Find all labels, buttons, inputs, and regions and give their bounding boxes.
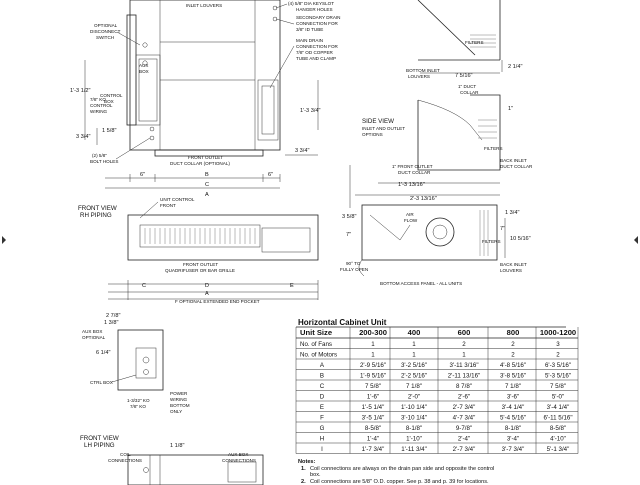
table-cell: 3'-7 3/4": [501, 446, 525, 453]
table-cell: 1'-6": [366, 393, 380, 401]
power-wiring-1: POWER: [170, 391, 188, 396]
table-cell: 7 1/8": [505, 383, 521, 390]
top-view-dimensions: [70, 60, 320, 198]
dim-3-3-4-left: 3 3/4": [76, 134, 91, 140]
keyslot-label: (4) 5/8" DIA KEYSLOT: [288, 1, 335, 6]
main-drain-3: 7/8" OD COPPER: [296, 50, 333, 55]
coil-connections-2: CONNECTIONS: [108, 458, 142, 463]
table-cell: 1'-5 1/4": [361, 404, 385, 411]
table-cell: 3'-2 5/16": [400, 362, 428, 369]
table-cell: 5'-1 3/4": [546, 446, 570, 453]
front-view-rh-title: FRONT VIEW: [78, 205, 117, 212]
table-cell: B: [319, 372, 325, 380]
air-flow-2: FLOW: [404, 218, 418, 223]
table-cell: H: [319, 435, 325, 443]
filters-label-side: FILTERS: [484, 146, 503, 151]
main-drain-4: TUBE AND CLAMP: [296, 56, 337, 61]
table-cell: F: [320, 414, 324, 422]
table-cell: 7 1/8": [406, 383, 422, 390]
back-inlet-louvers-2: LOUVERS: [500, 268, 522, 273]
table-cell: 2'-11 13/16": [447, 372, 481, 380]
table-cell: 9-7/8": [455, 425, 473, 432]
table-cell: 3'-6": [506, 393, 520, 401]
table-cell: 2'-9 5/16": [359, 362, 387, 369]
unit-control-front-2: FRONT: [160, 203, 176, 208]
inlet-louvers-label: INLET LOUVERS: [186, 3, 223, 8]
table-title: Horizontal Cabinet Unit: [298, 318, 387, 327]
table-cell: 8-1/8": [504, 425, 522, 432]
power-wiring-3: BOTTOM: [170, 403, 190, 408]
notes-body: [301, 466, 494, 485]
dim-3-3-4-right: 3 3/4": [295, 148, 310, 154]
table-cell: 6'-11 5/16": [543, 414, 573, 422]
optional-disconnect-label-3: SWITCH: [96, 35, 115, 40]
front-outlet-duct-2: DUCT COLLAR (OPTIONAL): [170, 161, 230, 166]
front-view-lh: [80, 435, 263, 485]
dimension-table: [296, 318, 578, 485]
front-view-lh-sub: LH PIPING: [84, 442, 115, 449]
top-view: [90, 0, 341, 166]
dim-c: C: [205, 182, 210, 188]
dim-1-3-3-4: 1'-3 3/4": [300, 108, 321, 114]
notes-title: Notes:: [298, 459, 316, 465]
front-view-rh: [78, 197, 318, 304]
note-text: Coil connections are always on the drain pan side and opposite the control: [310, 466, 495, 472]
side-view-sub-1: INLET AND OUTLET: [362, 126, 406, 131]
table-cell: 1'-10 1/4": [400, 404, 428, 411]
dim-10-5-16: 10 5/16": [510, 236, 531, 242]
table-cell: No. of Fans: [300, 341, 332, 348]
bottom-inlet-louvers-1: BOTTOM INLET: [406, 68, 440, 73]
aux-box-optional-1: AUX BOX: [82, 329, 103, 334]
aux-box-connections-1: AUX BOX: [228, 452, 249, 457]
table-cell: E: [319, 404, 325, 411]
table-cell: 2'-7 3/4": [452, 446, 476, 453]
note-number: 2.: [301, 479, 306, 485]
power-wiring-2: WIRING: [170, 397, 188, 402]
table-cell: 3'-4 1/4": [501, 404, 525, 411]
ko-control-wiring-2: CONTROL: [90, 103, 113, 108]
table-cell: 1: [412, 351, 416, 359]
table-cell: 5'-4 5/16": [499, 414, 527, 422]
table-cell: 7 5/8": [550, 383, 566, 390]
table-cell: 3'-4 1/4": [546, 404, 570, 411]
dim-1-3-1-2: 1'-3 1/2": [70, 88, 91, 94]
front-view-rh-sub: RH PIPING: [80, 212, 112, 219]
bottom-inlet-louvers-2: LOUVERS: [408, 74, 430, 79]
secondary-drain-1: SECONDARY DRAIN: [296, 15, 341, 20]
table-cell: 1: [462, 351, 466, 359]
side-view-sub-2: OPTIONS: [362, 132, 383, 137]
dim-3-5-8: 3 5/8": [342, 214, 357, 220]
table-cell: No. of Motors: [300, 351, 338, 359]
ko-control-wiring-3: WIRING: [90, 109, 108, 114]
table-cell: 1'-9 5/16": [359, 372, 387, 380]
table-header-cell: Unit Size: [300, 328, 333, 337]
table-cell: 1'-11 3/4": [401, 446, 427, 453]
front-view-lh-title: FRONT VIEW: [80, 435, 119, 442]
aux-box-connections-2: CONNECTIONS: [222, 458, 256, 463]
table-cell: 8 7/8": [456, 383, 472, 390]
dim-2-1-4: 2 1/4": [508, 64, 523, 70]
bolt-holes-1: (2) 5/8": [92, 153, 107, 158]
table-cell: 3'-4": [506, 435, 520, 443]
dim-d: D: [205, 283, 210, 289]
main-drain-2: CONNECTION FOR: [296, 44, 338, 49]
dim-1-1-8: 1 1/8": [170, 443, 185, 449]
dim-b: B: [205, 172, 209, 178]
filters-label-top: FILTERS: [465, 40, 484, 45]
dim-6-right: 6": [268, 172, 274, 178]
dim-6-1-4: 6 1/4": [96, 350, 111, 356]
grille-bars: [145, 228, 255, 244]
secondary-drain-2: CONNECTION FOR: [296, 21, 338, 26]
table-cell: 1'-4": [366, 435, 380, 443]
optional-disconnect-label-1: OPTIONAL: [94, 23, 118, 28]
end-view: [82, 313, 190, 414]
main-drain-1: MAIN DRAIN: [296, 38, 324, 43]
table-body: [296, 327, 578, 454]
table-cell: 5'-3 5/16": [544, 372, 572, 380]
note-text: Coil connections are 5/8" O.D. copper. See p. 38 and p. 39 for locations.: [310, 479, 489, 485]
table-cell: 3'-5 1/4": [361, 414, 385, 422]
table-cell: 8-1/8": [405, 425, 423, 432]
table-header-cell: 1000-1200: [539, 328, 577, 337]
registration-marks: [2, 236, 638, 244]
power-wiring-4: ONLY: [170, 409, 183, 414]
unit-control-front-1: UNIT CONTROL: [160, 197, 195, 202]
table-cell: 4'-8 5/16": [499, 362, 527, 369]
dim-a: A: [205, 192, 209, 198]
table-cell: A: [319, 362, 325, 369]
dim-1-side: 1": [508, 106, 514, 112]
table-cell: 1: [371, 351, 375, 359]
dim-7-left: 7": [346, 232, 352, 238]
side-inlet-detail: [406, 0, 522, 79]
table-cell: 2'-6": [457, 393, 471, 401]
table-cell: 4'-10": [550, 435, 566, 443]
table-cell: 1'-10": [406, 435, 422, 443]
dim-7-right: 7": [500, 226, 506, 232]
air-flow-1: AIR: [406, 212, 414, 217]
front-outlet-quad-1: FRONT OUTLET: [183, 262, 219, 267]
table-cell: 2'-2 5/16": [400, 372, 428, 380]
front-outlet-side-1: 1" FRONT OUTLET: [392, 164, 433, 169]
optional-disconnect-label-2: DISCONNECT: [90, 29, 121, 34]
table-cell: 3'-11 3/16": [449, 362, 479, 369]
table-cell: 1'-7 3/4": [361, 446, 385, 453]
side-view: [350, 84, 533, 208]
table-cell: 2'-0": [407, 393, 421, 401]
ko-bottom-2: 7/8" KO: [130, 404, 146, 409]
dim-1-3-4: 1 3/4": [505, 210, 520, 216]
front-outlet-duct-1: FRONT OUTLET: [188, 155, 224, 160]
table-cell: 2'-4": [457, 435, 471, 443]
table-cell: 2: [511, 341, 515, 348]
control-box-label-2: BOX: [104, 99, 114, 104]
hanger-holes-label: HANGER HOLES: [296, 7, 333, 12]
dim-2-3-13-16: 2'-3 13/16": [410, 196, 437, 202]
front-outlet-side-2: DUCT COLLAR: [398, 170, 431, 175]
ko-control-wiring-1: 7/8" KO: [90, 97, 106, 102]
back-inlet-1: BACK INLET: [500, 158, 527, 163]
ko-bottom-1: 1-3/32" KO: [127, 398, 150, 403]
extended-end-pocket-label: F OPTIONAL EXTENDED END POCKET: [175, 299, 260, 304]
note-number: 1.: [301, 466, 306, 472]
table-header-cell: 400: [407, 328, 421, 337]
table-cell: 8-5/8": [364, 425, 382, 432]
dim-6-left: 6": [140, 172, 146, 178]
table-cell: 5'-0": [551, 393, 565, 401]
table-cell: 2: [556, 351, 560, 359]
control-box-label-1: CONTROL: [100, 93, 123, 98]
table-cell: 6'-3 5/16": [544, 362, 572, 369]
fully-open-2: FULLY OPEN: [340, 267, 369, 272]
table-cell: 1: [412, 341, 416, 348]
table-cell: 2'-7 3/4": [452, 404, 476, 411]
dim-1-3-8: 1 3/8": [104, 320, 119, 326]
table-cell: D: [319, 393, 325, 401]
dim-7-5-16: 7 5/16": [455, 73, 473, 79]
filters-label-lower: FILTERS: [482, 239, 501, 244]
aux-box-label-2: BOX: [139, 69, 149, 74]
table-cell: 1: [371, 341, 375, 348]
duct-collar-2: COLLAR: [460, 90, 479, 95]
dim-2-7-8: 2 7/8": [106, 313, 121, 319]
table-cell: 3: [556, 341, 560, 348]
ctrl-box-label: CTRL BOX: [90, 380, 113, 385]
bottom-access-label: BOTTOM ACCESS PANEL - ALL UNITS: [380, 281, 463, 286]
table-cell: 7 5/8": [365, 383, 381, 390]
dim-1-3-13-16: 1'-3 13/16": [398, 182, 425, 188]
duct-collar-1: 1" DUCT: [458, 84, 477, 89]
table-cell: G: [319, 425, 325, 432]
table-cell: 3'-8 5/16": [499, 372, 527, 380]
back-inlet-2: DUCT COLLAR: [500, 164, 533, 169]
coil-connections-1: COIL: [120, 452, 131, 457]
table-cell: 4'-7 3/4": [452, 414, 476, 422]
dim-c-front: C: [142, 283, 147, 289]
side-section: [340, 205, 531, 286]
aux-box-label-1: AUX: [139, 63, 149, 68]
table-cell: 3'-10 1/4": [400, 414, 428, 422]
front-outlet-quad-2: QUADRIFUSER OR BAR GRILLE: [165, 268, 235, 273]
side-view-title: SIDE VIEW: [362, 118, 394, 125]
table-header-cell: 800: [506, 328, 520, 337]
table-cell: 2: [462, 341, 466, 348]
table-cell: C: [319, 383, 325, 390]
table-header-cell: 200-300: [359, 328, 387, 337]
fully-open-1: 90° TO: [346, 261, 361, 266]
dim-e: E: [290, 283, 294, 289]
note-text-cont: box.: [310, 472, 321, 478]
secondary-drain-3: 3/8" ID TUBE: [296, 27, 324, 32]
aux-box-optional-2: OPTIONAL: [82, 335, 106, 340]
back-inlet-louvers-1: BACK INLET: [500, 262, 527, 267]
table-cell: I: [321, 446, 323, 453]
dim-a-front: A: [205, 291, 209, 297]
bolt-holes-2: BOLT HOLES: [90, 159, 119, 164]
table-cell: 8-5/8": [549, 425, 567, 432]
table-cell: 2: [511, 351, 515, 359]
table-header-cell: 600: [457, 328, 471, 337]
dim-1-5-8: 1 5/8": [102, 128, 117, 134]
